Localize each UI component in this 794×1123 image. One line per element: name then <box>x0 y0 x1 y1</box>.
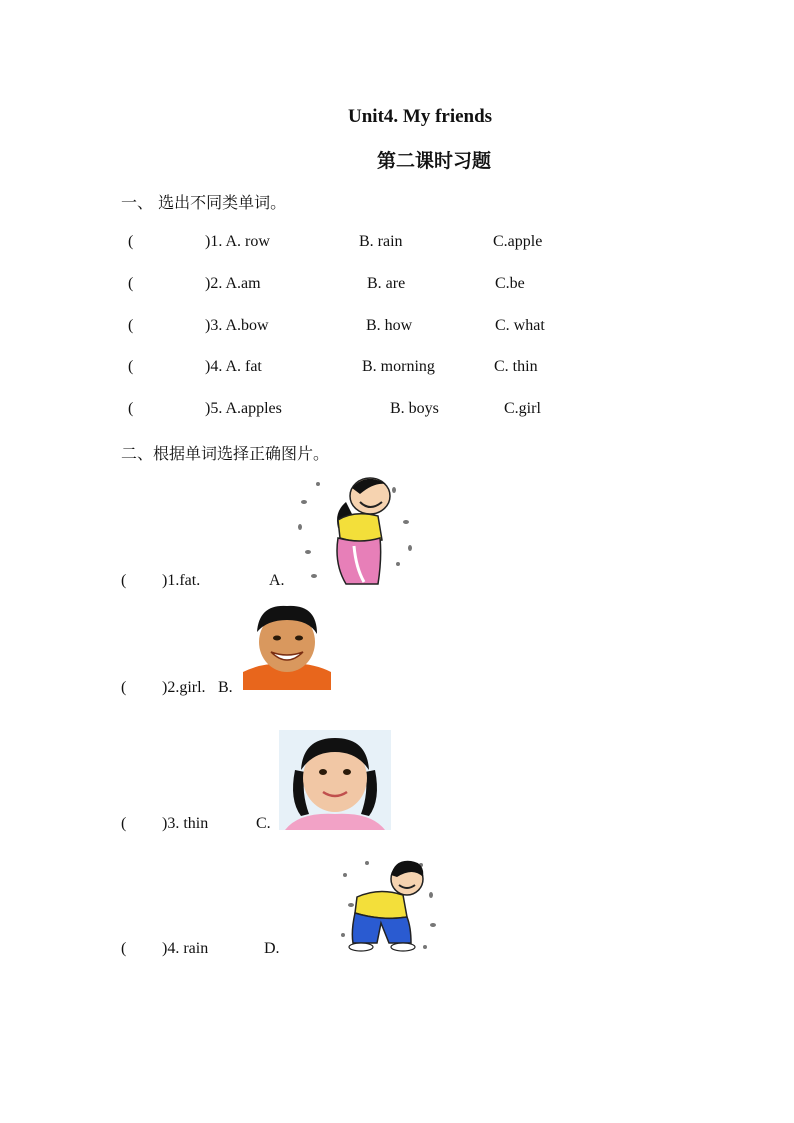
option-c: C.apple <box>493 233 543 250</box>
answer-paren: ( <box>128 400 134 417</box>
item-word: )1.fat. <box>162 572 201 589</box>
item-number-option-a: )5. A.apples <box>205 400 282 417</box>
answer-paren: ( <box>121 815 127 832</box>
smiling-girl-photo-icon <box>279 730 391 830</box>
page-title: Unit4. My friends <box>348 106 493 127</box>
item-word: )2.girl. <box>162 679 206 696</box>
option-c: C. what <box>495 317 545 334</box>
boy-laughing-illustration-icon <box>337 855 439 955</box>
option-letter: A. <box>269 572 285 589</box>
section2-heading: 二、根据单词选择正确图片。 <box>121 444 330 463</box>
item-word: )4. rain <box>162 940 209 957</box>
section1-heading: 一、 选出不同类单词。 <box>121 193 287 212</box>
option-letter: B. <box>218 679 233 696</box>
answer-paren: ( <box>121 940 127 957</box>
item-number-option-a: )4. A. fat <box>205 358 262 375</box>
option-c: C. thin <box>494 358 538 375</box>
option-b: B. how <box>366 317 413 334</box>
smiling-boy-photo-icon <box>243 602 331 690</box>
option-letter: C. <box>256 815 271 832</box>
option-letter: D. <box>264 940 280 957</box>
answer-paren: ( <box>128 317 134 334</box>
item-number-option-a: )2. A.am <box>205 275 261 292</box>
answer-paren: ( <box>128 233 134 250</box>
answer-paren: ( <box>128 358 134 375</box>
page-subtitle: 第二课时习题 <box>377 150 492 172</box>
woman-laughing-illustration-icon <box>294 472 416 588</box>
item-word: )3. thin <box>162 815 209 832</box>
answer-paren: ( <box>128 275 134 292</box>
option-b: B. boys <box>390 400 439 417</box>
item-number-option-a: )1. A. row <box>205 233 270 250</box>
option-b: B. are <box>367 275 406 292</box>
answer-paren: ( <box>121 572 127 589</box>
answer-paren: ( <box>121 679 127 696</box>
option-c: C.girl <box>504 400 541 417</box>
option-c: C.be <box>495 275 525 292</box>
option-b: B. morning <box>362 358 435 375</box>
item-number-option-a: )3. A.bow <box>205 317 269 334</box>
option-b: B. rain <box>359 233 403 250</box>
